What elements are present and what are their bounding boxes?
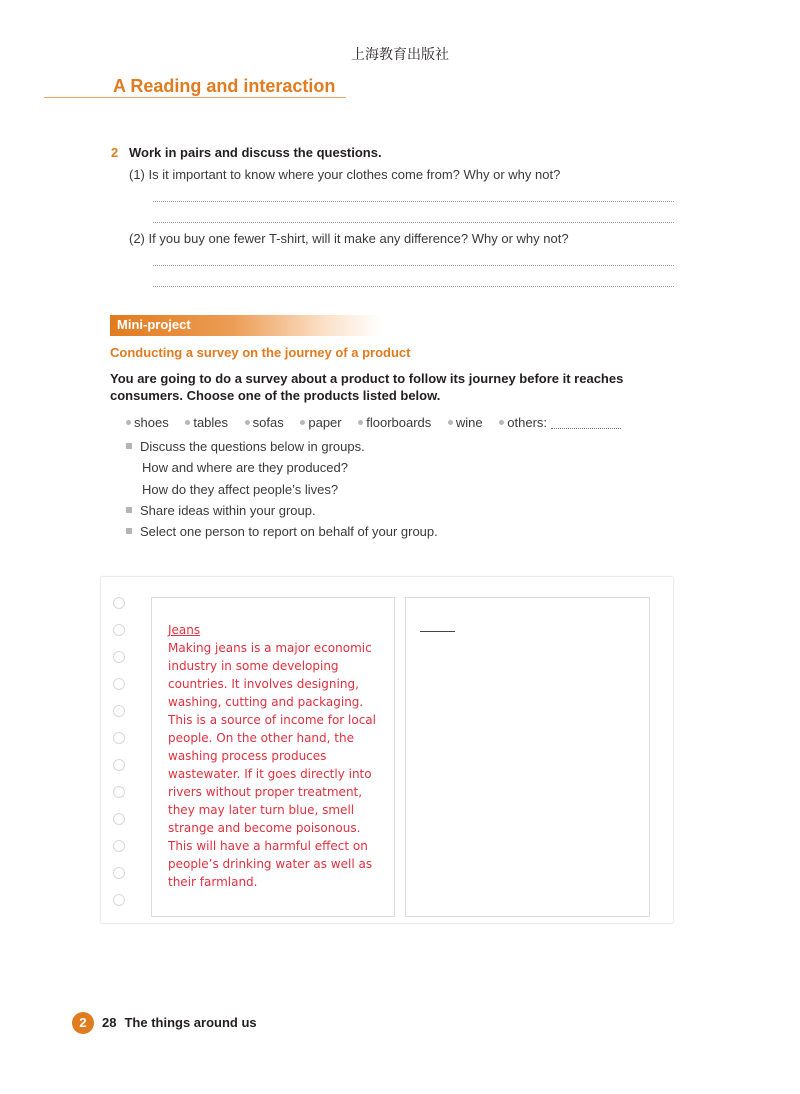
bullet-dot-icon — [300, 420, 305, 425]
instruction-item: Select one person to report on behalf of your group. — [126, 521, 438, 542]
answer-line[interactable] — [153, 265, 674, 266]
section-title: A Reading and interaction — [113, 76, 336, 96]
question-heading: Work in pairs and discuss the questions. — [129, 145, 382, 160]
unit-badge: 2 — [72, 1012, 94, 1034]
binder-hole-icon — [113, 813, 125, 825]
example-card — [151, 597, 395, 917]
binder-hole-icon — [113, 732, 125, 744]
product-list — [126, 415, 634, 430]
binder-hole-icon — [113, 759, 125, 771]
instruction-subitem: How do they affect people’s lives? — [142, 481, 339, 497]
answer-line[interactable] — [153, 222, 674, 223]
question-item-2: (2) If you buy one fewer T-shirt, will it make any difference? Why or why not? — [129, 231, 569, 246]
instruction-subitem: How and where are they produced? — [142, 460, 348, 476]
square-bullet-icon — [126, 443, 132, 449]
other-product-blank[interactable] — [551, 428, 621, 429]
product-option: shoes — [126, 415, 169, 430]
example-title: Jeans — [168, 623, 201, 637]
bullet-dot-icon — [185, 420, 190, 425]
product-option: sofas — [245, 415, 284, 430]
binder-hole-icon — [113, 624, 125, 636]
answer-line[interactable] — [153, 286, 674, 287]
square-bullet-icon — [126, 528, 132, 534]
product-option: tables — [185, 415, 228, 430]
binder-hole-icon — [113, 651, 125, 663]
notebook-panel — [100, 576, 674, 924]
instruction-item: Discuss the questions below in groups. — [126, 436, 438, 457]
product-option: wine — [448, 415, 483, 430]
bullet-dot-icon — [126, 420, 131, 425]
binder-hole-icon — [113, 678, 125, 690]
bullet-dot-icon — [448, 420, 453, 425]
instruction-list — [126, 436, 438, 542]
binder-hole-icon — [113, 840, 125, 852]
product-option-other: others: — [499, 415, 620, 430]
question-number: 2 — [111, 145, 119, 160]
answer-card[interactable] — [405, 597, 650, 917]
example-text: Making jeans is a major economic industry in some developing countries. It involves designing, washing, cutting and packaging. This is a source of income for local people. On the other hand, the washing process produces wastewater. If it goes directly into rivers without proper treatment, they may later turn blue, smell strange and become poisonous. This will have a harmful effect on people’s drinking water as well as their farmland. — [168, 641, 376, 889]
binder-hole-icon — [113, 867, 125, 879]
binder-hole-icon — [113, 597, 125, 609]
product-option: floorboards — [358, 415, 431, 430]
bullet-dot-icon — [499, 420, 504, 425]
answer-line[interactable] — [153, 201, 674, 202]
binder-hole-icon — [113, 786, 125, 798]
title-blank-line[interactable] — [420, 631, 455, 632]
unit-title: The things around us — [124, 1015, 257, 1030]
example-note — [168, 621, 388, 891]
page-number: 28 — [102, 1015, 117, 1030]
product-option: paper — [300, 415, 341, 430]
instruction-item: Share ideas within your group. — [126, 500, 438, 521]
bullet-dot-icon — [358, 420, 363, 425]
section-title-rule — [44, 97, 346, 98]
binder-hole-icon — [113, 894, 125, 906]
publisher-name: 上海教育出版社 — [351, 47, 449, 63]
square-bullet-icon — [126, 507, 132, 513]
mini-project-label: Mini-project — [117, 317, 191, 332]
bullet-dot-icon — [245, 420, 250, 425]
mini-project-subtitle: Conducting a survey on the journey of a product — [110, 345, 411, 360]
question-item-1: (1) Is it important to know where your clothes come from? Why or why not? — [129, 167, 561, 182]
binder-hole-icon — [113, 705, 125, 717]
page-footer — [102, 1015, 257, 1030]
mini-project-intro: You are going to do a survey about a product to follow its journey before it reaches consumers. Choose one of the products listed below. — [110, 371, 624, 403]
